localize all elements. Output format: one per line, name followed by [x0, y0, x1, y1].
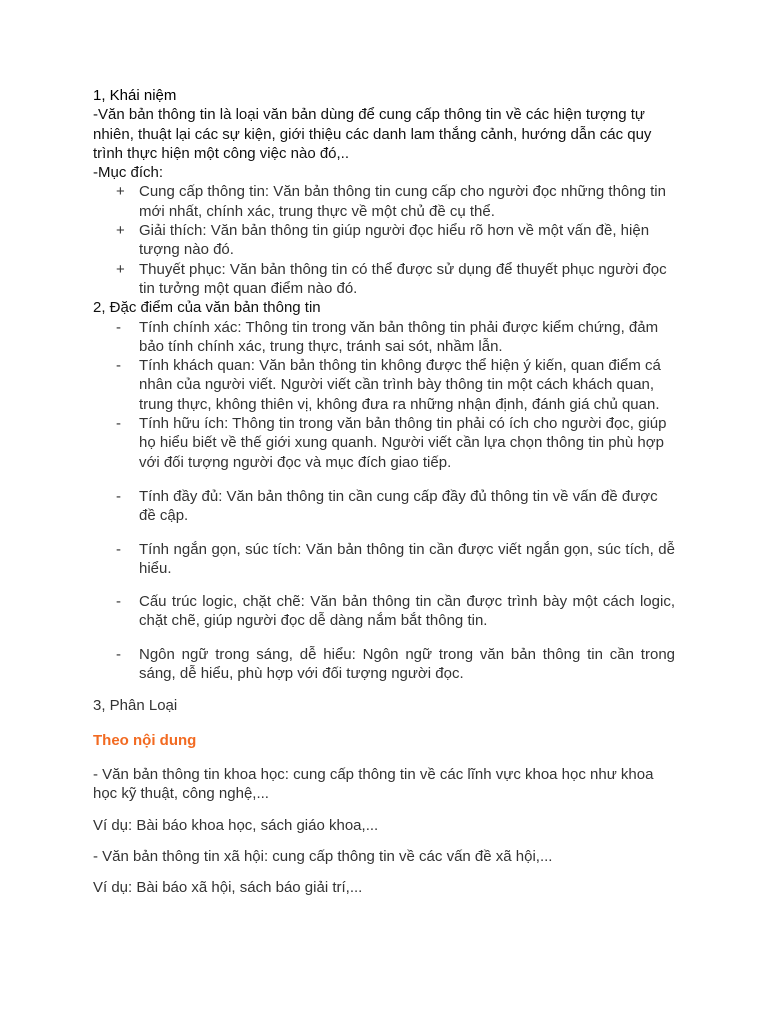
dash-bullet: -: [116, 415, 121, 433]
example-paragraph: Ví dụ: Bài báo xã hội, sách báo giải trí,...: [93, 879, 363, 897]
feature-item: [93, 592, 675, 631]
dash-bullet: -: [116, 540, 121, 558]
section-1-heading: 1, Khái niệm: [93, 87, 177, 104]
feature-text: Tính khách quan: Văn bản thông tin không được thể hiện ý kiến, quan điểm cá nhân của người viết. Người viết cần trình bày thông tin một cách khách quan, trung thực, không thiên vị, không đưa ra những nhận định, đánh giá chủ quan.: [139, 357, 661, 413]
dash-bullet: -: [116, 645, 121, 663]
category-paragraph: - Văn bản thông tin xã hội: cung cấp thông tin về các vấn đề xã hội,...: [93, 847, 553, 865]
purpose-text: Thuyết phục: Văn bản thông tin có thể được sử dụng để thuyết phục người đọc tin tưởng một quan điểm nào đó.: [139, 260, 667, 297]
example-paragraph: Ví dụ: Bài báo khoa học, sách giáo khoa,...: [93, 816, 379, 834]
dash-bullet: -: [116, 318, 121, 336]
feature-text: Ngôn ngữ trong sáng, dễ hiểu: Ngôn ngữ trong văn bản thông tin cần trong sáng, dễ hiểu, phù hợp với đối tượng người đọc.: [139, 645, 675, 683]
purpose-text: Giải thích: Văn bản thông tin giúp người đọc hiểu rõ hơn về một vấn đề, hiện tượng nào đó.: [139, 222, 650, 259]
feature-text: Tính chính xác: Thông tin trong văn bản thông tin phải được kiểm chứng, đảm bảo tính chính xác, trung thực, tránh sai sót, nhầm lẫn.: [139, 318, 659, 355]
plus-bullet: +: [116, 260, 125, 278]
purpose-item: [93, 260, 675, 299]
plus-bullet: +: [116, 222, 125, 240]
feature-item: [93, 356, 675, 414]
feature-item: [93, 540, 675, 579]
plus-bullet: +: [116, 183, 125, 201]
dash-bullet: -: [116, 487, 121, 505]
purpose-text: Cung cấp thông tin: Văn bản thông tin cung cấp cho người đọc những thông tin mới nhất, chính xác, trung thực về một chủ đề cụ thể.: [139, 183, 666, 220]
feature-text: Tính ngắn gọn, súc tích: Văn bản thông tin cần được viết ngắn gọn, súc tích, dễ hiểu.: [139, 540, 675, 577]
purpose-item: [93, 221, 675, 260]
section-3-heading: 3, Phân Loại: [93, 697, 178, 715]
purpose-item: [93, 182, 675, 221]
feature-text: Cấu trúc logic, chặt chẽ: Văn bản thông tin cần được trình bày một cách logic, chặt chẽ, giúp người đọc dễ dàng nắm bắt thông tin.: [139, 593, 675, 630]
feature-item: [93, 487, 675, 526]
category-paragraph: - Văn bản thông tin khoa học: cung cấp thông tin về các lĩnh vực khoa học như khoa học kỹ thuật, công nghệ,...: [93, 765, 654, 803]
feature-item: [93, 645, 675, 684]
section-2-heading: 2, Đặc điểm của văn bản thông tin: [93, 299, 321, 317]
definition-paragraph: -Văn bản thông tin là loại văn bản dùng để cung cấp thông tin về các hiện tượng tự nhiên, thuật lại các sự kiện, giới thiệu các danh lam thắng cảnh, hướng dẫn các quy trình thực hiện một công việc nào đó,..: [93, 106, 652, 162]
feature-item: [93, 414, 675, 472]
purpose-list: [93, 182, 675, 298]
purpose-label: -Mục đích:: [93, 164, 164, 182]
category-subheading: Theo nội dung: [93, 731, 197, 749]
feature-item: [93, 318, 675, 357]
feature-text: Tính đầy đủ: Văn bản thông tin cần cung cấp đầy đủ thông tin về vấn đề được đề cập.: [139, 487, 658, 525]
dash-bullet: -: [116, 593, 121, 611]
document-page: [93, 86, 675, 897]
feature-text: Tính hữu ích: Thông tin trong văn bản thông tin phải có ích cho người đọc, giúp họ hiểu biết về thế giới xung quanh. Người viết cần lựa chọn thông tin phù hợp với đối tượng người đọc và mục đích giao tiếp.: [139, 415, 667, 471]
feature-list: [93, 318, 675, 684]
dash-bullet: -: [116, 357, 121, 375]
